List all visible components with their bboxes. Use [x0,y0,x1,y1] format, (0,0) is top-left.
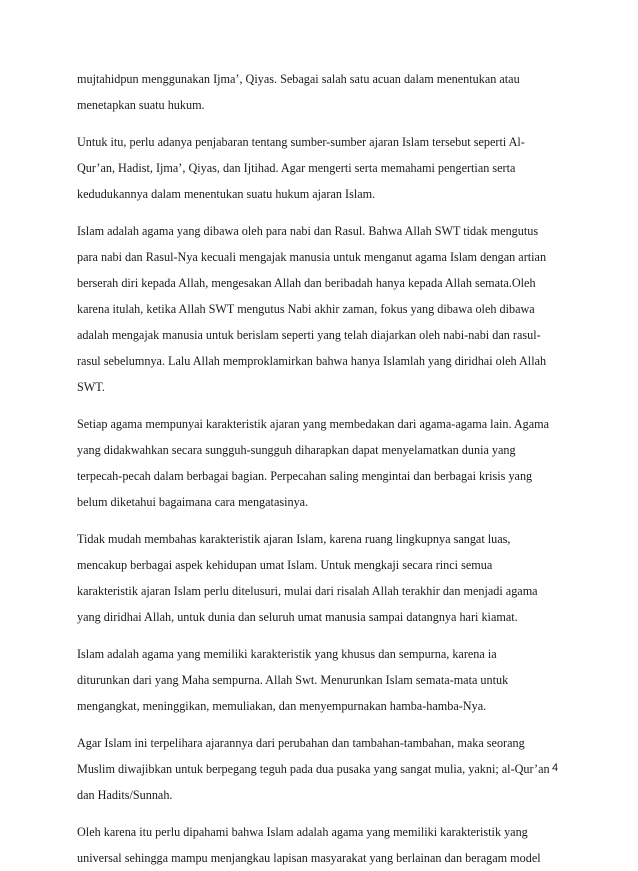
text-line: terpecah-pecah dalam berbagai bagian. Perpecahan saling mengintai dan berbagai krisis yang [77,469,533,483]
text-line: Agar Islam ini terpelihara ajarannya dari perubahan dan tambahan-tambahan, maka seorang [77,736,525,750]
text-line: para nabi dan Rasul-Nya kecuali mengajak manusia untuk menganut agama Islam dengan artian [77,250,547,264]
paragraph [77,819,562,871]
text-line: mujtahidpun menggunakan Ijma’, Qiyas. Sebagai salah satu acuan dalam menentukan atau [77,72,520,86]
text-line: rasul sebelumnya. Lalu Allah memproklamirkan bahwa hanya Islamlah yang diridhai oleh Allah [77,354,547,368]
text-line: menetapkan suatu hukum. [77,98,205,112]
paragraph-gap [77,808,562,819]
text-line: Islam adalah agama yang dibawa oleh para nabi dan Rasul. Bahwa Allah SWT tidak mengutus [77,224,539,238]
text-line: dan Hadits/Sunnah. [77,788,173,802]
page-number: 4 [552,762,559,774]
paragraph-gap [77,515,562,526]
paragraph [77,66,562,118]
paragraph [77,641,562,719]
text-line: Setiap agama mempunyai karakteristik ajaran yang membedakan dari agama-agama lain. Agama [77,417,550,431]
text-line: kedudukannya dalam menentukan suatu hukum ajaran Islam. [77,187,376,201]
paragraph [77,730,562,808]
text-line: berserah diri kepada Allah, mengesakan Allah dan beribadah hanya kepada Allah semata.Oleh [77,276,536,290]
paragraph-gap [77,630,562,641]
text-line: Islam adalah agama yang memiliki karakteristik yang khusus dan sempurna, karena ia [77,647,497,661]
paragraph [77,411,562,515]
paragraph-gap [77,719,562,730]
text-line: universal sehingga mampu menjangkau lapisan masyarakat yang berlainan dan beragam model [77,851,541,865]
document-body [77,66,562,871]
text-line: mengangkat, meninggikan, memuliakan, dan menyempurnakan hamba-hamba-Nya. [77,699,487,713]
text-line: SWT. [77,380,105,394]
paragraph [77,218,562,400]
paragraph [77,129,562,207]
paragraph [77,526,562,630]
text-line: belum diketahui bagaimana cara mengatasinya. [77,495,309,509]
text-line: mencakup berbagai aspek kehidupan umat Islam. Untuk mengkaji secara rinci semua [77,558,493,572]
text-line: karena itulah, ketika Allah SWT mengutus Nabi akhir zaman, fokus yang dibawa oleh dibawa [77,302,535,316]
paragraph-gap [77,400,562,411]
text-line: yang diridhai Allah, untuk dunia dan seluruh umat manusia sampai datangnya hari kiamat. [77,610,518,624]
text-line: diturunkan dari yang Maha sempurna. Allah Swt. Menurunkan Islam semata-mata untuk [77,673,509,687]
text-line: Qur’an, Hadist, Ijma’, Qiyas, dan Ijtihad. Agar mengerti serta memahami pengertian serta [77,161,516,175]
paragraph-gap [77,118,562,129]
text-line: Muslim diwajibkan untuk berpegang teguh pada dua pusaka yang sangat mulia, yakni; al-Qur’an [77,762,550,776]
text-line: Tidak mudah membahas karakteristik ajaran Islam, karena ruang lingkupnya sangat luas, [77,532,511,546]
text-line: Untuk itu, perlu adanya penjabaran tentang sumber-sumber ajaran Islam tersebut seperti Al- [77,135,525,149]
text-line: karakteristik ajaran Islam perlu ditelusuri, mulai dari risalah Allah terakhir dan menjadi agama [77,584,538,598]
text-line: Oleh karena itu perlu dipahami bahwa Islam adalah agama yang memiliki karakteristik yang [77,825,528,839]
text-line: yang didakwahkan secara sungguh-sungguh diharapkan dapat menyelamatkan dunia yang [77,443,516,457]
paragraph-gap [77,207,562,218]
text-line: adalah mengajak manusia untuk berislam seperti yang telah diajarkan oleh nabi-nabi dan rasul- [77,328,541,342]
